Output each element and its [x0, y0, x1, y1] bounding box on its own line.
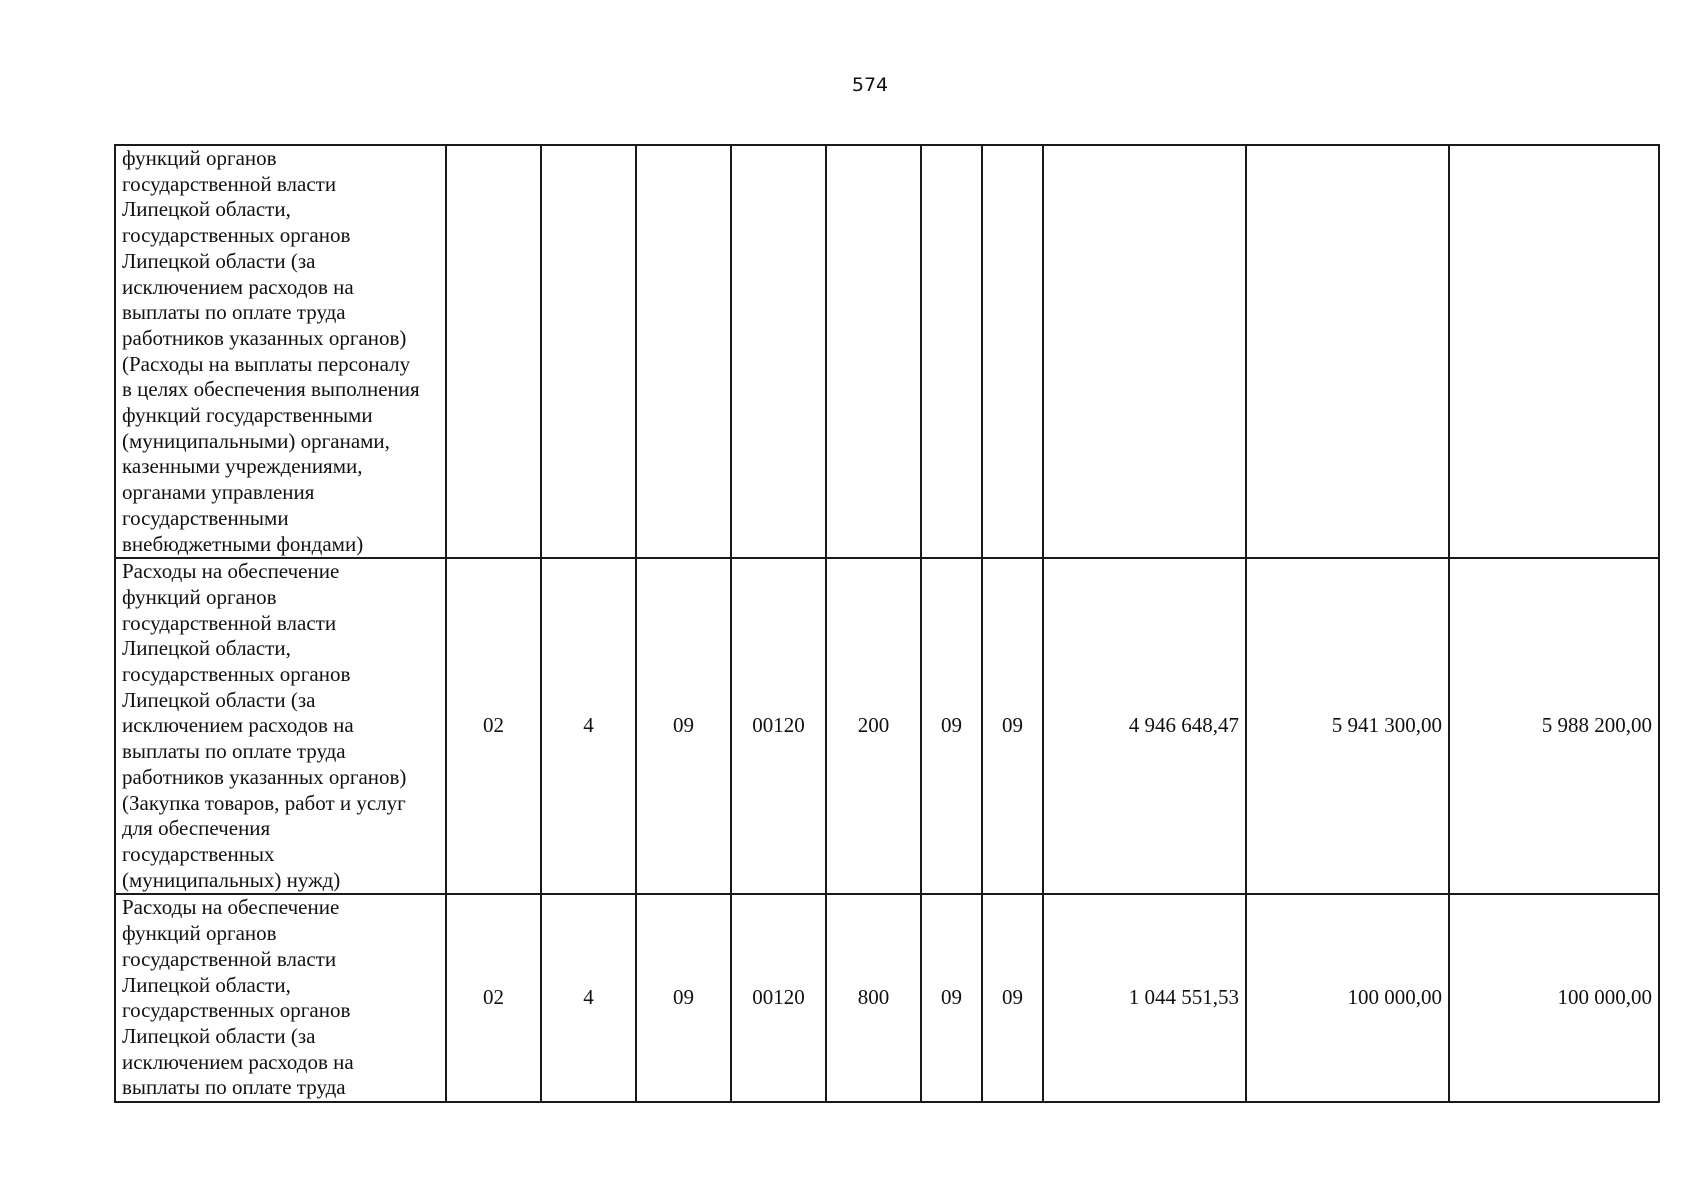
code-cell: 00120 [731, 558, 826, 894]
code-cell: 4 [541, 894, 636, 1102]
code-cell: 09 [982, 558, 1043, 894]
code-cell: 09 [982, 894, 1043, 1102]
row-description: функций органов государственной власти Липецкой области, государственных органов Липецкой области (за исключением расходов на выплаты по оплате труда работников указанных органов) (Расходы на выплаты персоналу в целях обеспечения выполнения функций государственными (муниципальными) органами, казенными учреждениями, органами управления государственными внебюджетными фондами) [115, 145, 446, 558]
code-cell: 09 [921, 894, 982, 1102]
code-cell: 09 [636, 558, 731, 894]
code-cell [731, 145, 826, 558]
page-number: 574 [851, 74, 889, 96]
code-cell: 4 [541, 558, 636, 894]
amount-cell: 4 946 648,47 [1043, 558, 1246, 894]
table-row [115, 145, 1659, 558]
code-cell [982, 145, 1043, 558]
amount-cell [1043, 145, 1246, 558]
budget-table [114, 144, 1660, 1103]
code-cell: 200 [826, 558, 921, 894]
amount-cell: 100 000,00 [1246, 894, 1449, 1102]
amount-cell [1449, 145, 1659, 558]
code-cell: 02 [446, 894, 541, 1102]
code-cell [541, 145, 636, 558]
amount-cell: 5 988 200,00 [1449, 558, 1659, 894]
amount-cell: 5 941 300,00 [1246, 558, 1449, 894]
code-cell [921, 145, 982, 558]
table-row [115, 894, 1659, 1102]
code-cell: 00120 [731, 894, 826, 1102]
row-description: Расходы на обеспечение функций органов государственной власти Липецкой области, государственных органов Липецкой области (за исключением расходов на выплаты по оплате труда работников указанных органов) (Закупка товаров, работ и услуг для обеспечения государственных (муниципальных) нужд) [115, 558, 446, 894]
amount-cell: 100 000,00 [1449, 894, 1659, 1102]
code-cell [636, 145, 731, 558]
code-cell: 09 [636, 894, 731, 1102]
code-cell: 09 [921, 558, 982, 894]
code-cell [826, 145, 921, 558]
code-cell [446, 145, 541, 558]
code-cell: 800 [826, 894, 921, 1102]
amount-cell: 1 044 551,53 [1043, 894, 1246, 1102]
code-cell: 02 [446, 558, 541, 894]
row-description: Расходы на обеспечение функций органов государственной власти Липецкой области, государственных органов Липецкой области (за исключением расходов на выплаты по оплате труда [115, 894, 446, 1102]
table-row [115, 558, 1659, 894]
amount-cell [1246, 145, 1449, 558]
